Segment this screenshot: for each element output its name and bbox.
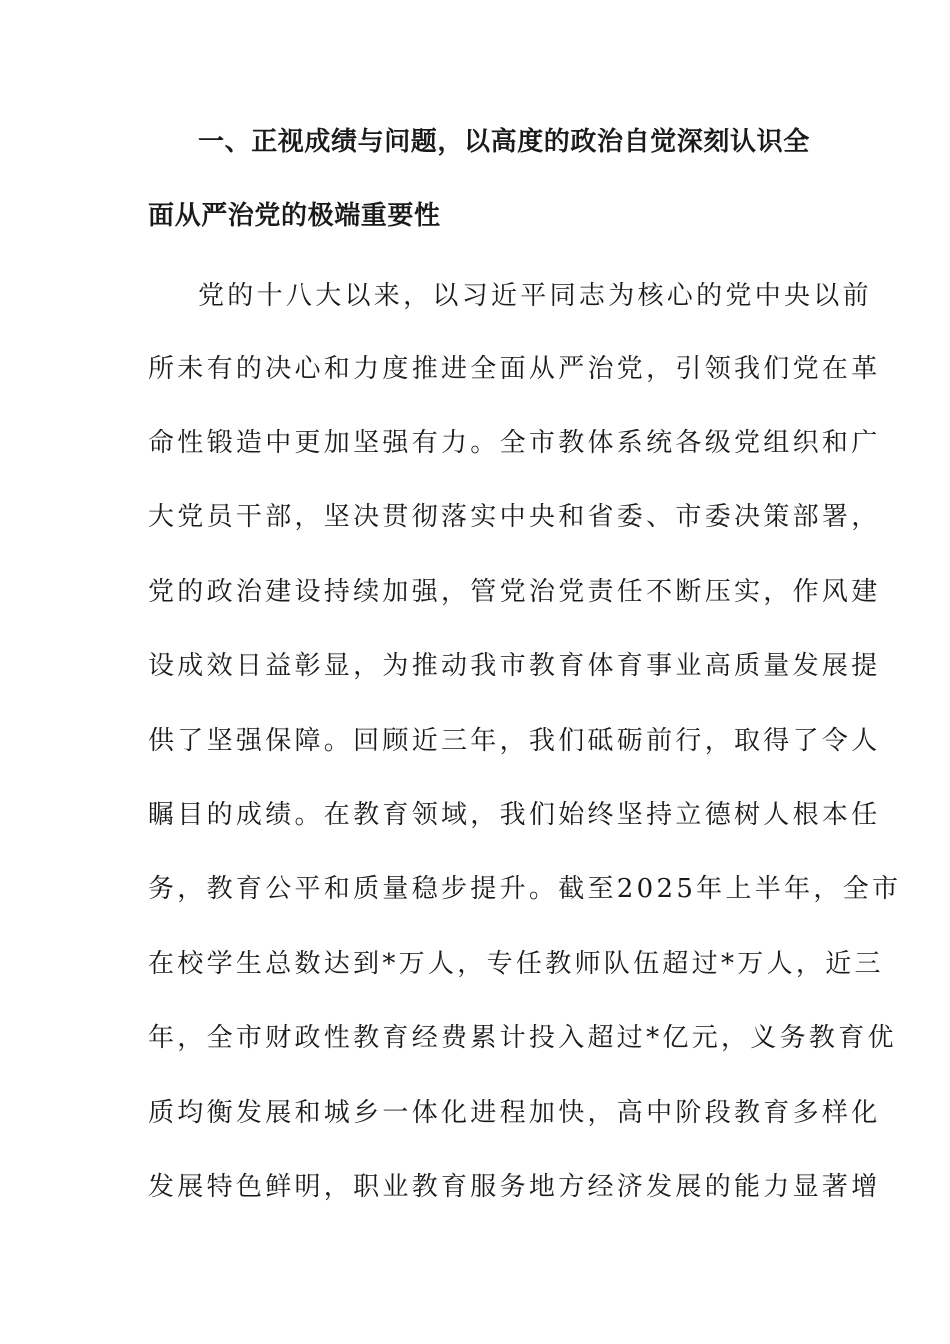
- paragraph-line: 设成效日益彰显，为推动我市教育体育事业高质量发展提: [148, 651, 881, 681]
- paragraph-line: 年，全市财政性教育经费累计投入超过*亿元，义务教育优: [148, 1023, 897, 1053]
- paragraph-line: 在校学生总数达到*万人，专任教师队伍超过*万人，近三: [148, 949, 884, 979]
- section-heading-line-1: 一、正视成绩与问题，以高度的政治自觉深刻认识全: [198, 127, 810, 157]
- paragraph-line: 党的十八大以来，以习近平同志为核心的党中央以前: [198, 281, 872, 311]
- paragraph-line: 质均衡发展和城乡一体化进程加快，高中阶段教育多样化: [148, 1098, 881, 1128]
- paragraph-line: 党的政治建设持续加强，管党治党责任不断压实，作风建: [148, 577, 881, 607]
- paragraph-line: 大党员干部，坚决贯彻落实中央和省委、市委决策部署，: [148, 502, 881, 532]
- paragraph-line: 所未有的决心和力度推进全面从严治党，引领我们党在革: [148, 354, 881, 384]
- paragraph-line: 瞩目的成绩。在教育领域，我们始终坚持立德树人根本任: [148, 800, 881, 830]
- section-heading-line-2: 面从严治党的极端重要性: [148, 201, 441, 231]
- paragraph-line: 务，教育公平和质量稳步提升。截至2025年上半年，全市: [148, 874, 902, 904]
- paragraph-line: 供了坚强保障。回顾近三年，我们砥砺前行，取得了令人: [148, 726, 881, 756]
- paragraph-line: 发展特色鲜明，职业教育服务地方经济发展的能力显著增: [148, 1172, 881, 1202]
- paragraph-line: 命性锻造中更加坚强有力。全市教体系统各级党组织和广: [148, 428, 881, 458]
